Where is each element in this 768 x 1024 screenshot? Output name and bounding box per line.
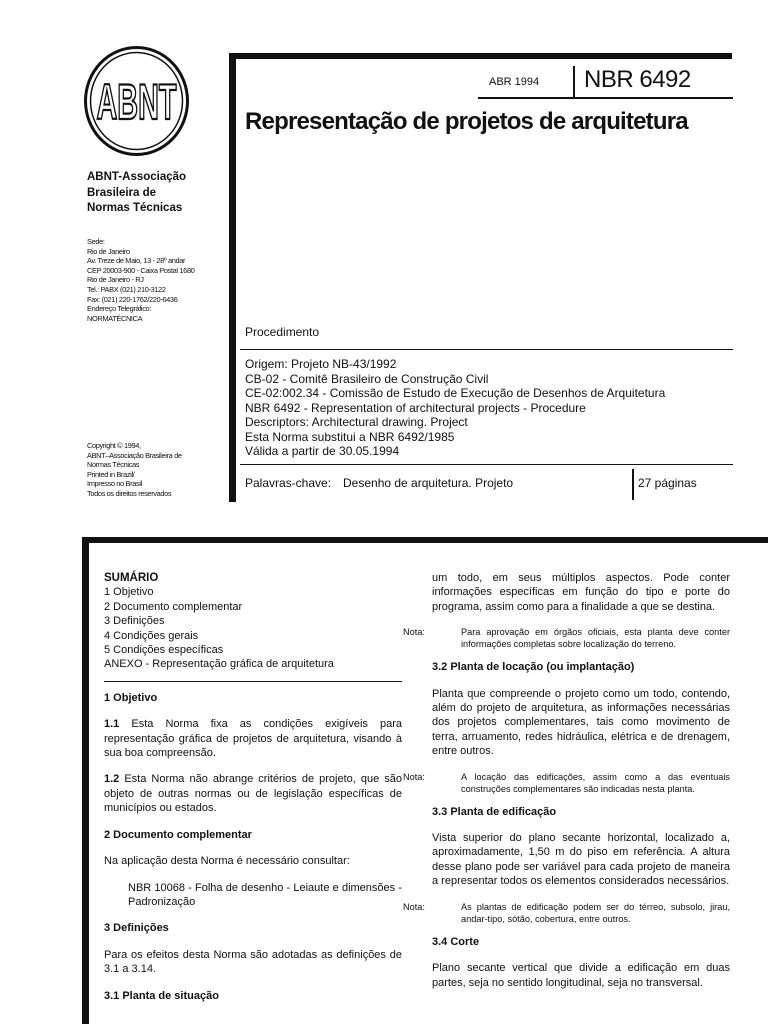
title-underline xyxy=(478,97,733,99)
copyright-info xyxy=(87,441,182,499)
origin-line: CB-02 - Comitê Brasileiro de Construção Civil xyxy=(245,371,489,386)
origin-line: Descriptors: Architectural drawing. Project xyxy=(245,415,468,429)
divider xyxy=(240,464,733,465)
note-text: As plantas de edificação podem ser do térreo, subsolo, jirau, andar-tipo, sótão, cobertura, entre outros. xyxy=(461,901,730,924)
subsection-heading: 3.1 Planta de situação xyxy=(104,989,219,1002)
body-frame-left-bar xyxy=(82,537,89,1024)
paragraph xyxy=(104,772,402,815)
sede-line: Av. Treze de Maio, 13 - 28º andar xyxy=(87,256,186,266)
sede-info xyxy=(87,237,194,323)
summary-title: SUMÁRIO xyxy=(104,572,159,584)
paragraph: Na aplicação desta Norma é necessário consultar: xyxy=(104,855,350,868)
sede-line: Sede: xyxy=(87,237,105,246)
note-label: Nota: xyxy=(403,771,425,782)
summary-item: 5 Condições específicas xyxy=(104,644,224,657)
paragraph: Plano secante vertical que divide a edificação em duas partes, seja no sentido longitudinal, seja no transversal. xyxy=(432,962,730,989)
copyright-line: Printed in Brazil/ xyxy=(87,469,135,479)
pages-separator xyxy=(632,469,634,500)
origin-line: Esta Norma substitui a NBR 6492/1985 xyxy=(245,429,455,444)
summary-item: 2 Documento complementar xyxy=(104,600,243,613)
note xyxy=(403,771,730,795)
summary-item: 3 Definições xyxy=(104,615,165,628)
origin-block xyxy=(245,357,665,459)
left-column xyxy=(104,571,402,1015)
section-heading: 2 Documento complementar xyxy=(104,828,252,841)
note-label: Nota: xyxy=(403,901,425,912)
body-frame-top-bar xyxy=(89,537,768,543)
sede-line: Tel.: PABX (021) 210-3122 xyxy=(87,284,166,294)
publication-date: ABR 1994 xyxy=(489,76,540,88)
page-count: 27 páginas xyxy=(638,476,697,490)
abnt-logo xyxy=(83,45,190,157)
copyright-line: ABNT–Associação Brasileira de xyxy=(87,450,182,460)
header-frame-top-bar xyxy=(236,53,732,59)
reference-item: NBR 10068 - Folha de desenho - Leiaute e dimensões - Padronização xyxy=(128,881,402,908)
summary-list xyxy=(104,585,402,671)
origin-line: Origem: Projeto NB-43/1992 xyxy=(245,357,397,371)
section-heading: 3 Definições xyxy=(104,922,169,935)
paragraph: um todo, em seus múltiplos aspectos. Pode conter informações específicas em função do tipo e porte do programa, assim como para a finalidade a que se destina. xyxy=(432,572,730,613)
sede-line: Fax: (021) 220-1762/220-6436 xyxy=(87,294,178,304)
copyright-line: Copyright © 1994, xyxy=(87,441,141,450)
right-column xyxy=(403,571,730,1002)
origin-line: Válida a partir de 30.05.1994 xyxy=(245,444,400,458)
origin-line: NBR 6492 - Representation of architectural projects - Procedure xyxy=(245,400,586,415)
header-frame-left-bar xyxy=(229,53,236,502)
procedure-label: Procedimento xyxy=(245,325,320,339)
subsection-heading: 3.2 Planta de locação (ou implantação) xyxy=(432,661,635,674)
note-label: Nota: xyxy=(403,627,425,638)
sede-line: NORMATÉCNICA xyxy=(87,313,143,323)
origin-line: CE-02:002.34 - Comissão de Estudo de Execução de Desenhos de Arquitetura xyxy=(245,386,666,400)
section-heading: 1 Objetivo xyxy=(104,691,158,704)
note xyxy=(403,626,730,650)
copyright-line: Impresso no Brasil xyxy=(87,479,142,489)
clause-text: Esta Norma fixa as condições exigíveis para representação gráfica de projetos de arquitetura, visando à sua boa compreensão. xyxy=(104,718,402,760)
clause-number: 1.2 xyxy=(104,773,120,786)
paragraph: Para os efeitos desta Norma são adotadas as definições de 3.1 a 3.14. xyxy=(104,948,402,976)
summary-item: 4 Condições gerais xyxy=(104,629,199,642)
subsection-heading: 3.3 Planta de edificação xyxy=(432,805,557,818)
sede-line: Endereço Telegráfico: xyxy=(87,304,152,314)
sede-line: Rio de Janeiro - RJ xyxy=(87,275,144,285)
note-text: Para aprovação em órgãos oficiais, esta planta deve conter informações completas sobre localização do terreno. xyxy=(461,627,730,650)
summary-item: 1 Objetivo xyxy=(104,586,154,599)
logo-text: ABNT xyxy=(96,74,177,130)
divider xyxy=(104,681,402,682)
sede-line: CEP 20003-900 - Caixa Postal 1680 xyxy=(87,265,195,275)
subsection-heading: 3.4 Corte xyxy=(432,935,480,948)
clause-text: Esta Norma não abrange critérios de projeto, que são objeto de outras normas ou de legislação específicas de municípios ou estados. xyxy=(104,773,402,815)
clause-number: 1.1 xyxy=(104,718,120,731)
organization-name: ABNT-Associação Brasileira de Normas Técnicas xyxy=(87,171,187,214)
sede-line: Rio de Janeiro xyxy=(87,246,130,256)
standard-number: NBR 6492 xyxy=(584,66,691,93)
document-title: Representação de projetos de arquitetura xyxy=(245,108,688,135)
paragraph: Planta que compreende o projeto como um todo, contendo, além do projeto de arquitetura, as informações necessárias dos projetos complementares, tais como movimento de terra, arruamento, redes hidráulica, elétrica e de drenagem, entre outros. xyxy=(432,687,730,758)
note-text: A locação das edificações, assim como a das eventuais construções complementares são indicadas nesta planta. xyxy=(461,771,730,794)
keywords-label: Palavras-chave: xyxy=(245,476,332,490)
note xyxy=(403,901,730,925)
copyright-line: Normas Técnicas xyxy=(87,460,140,470)
divider xyxy=(240,349,733,350)
copyright-line: Todos os direitos reservados xyxy=(87,488,172,498)
date-separator xyxy=(573,66,575,97)
paragraph: Vista superior do plano secante horizontal, localizado a, aproximadamente, 1,50 m do piso em referência. A altura desse plano pode ser variável para cada projeto de maneira a representar todos os elementos considerados necessários. xyxy=(432,832,730,888)
keywords-value: Desenho de arquitetura. Projeto xyxy=(343,476,514,490)
summary-item: ANEXO - Representação gráfica de arquitetura xyxy=(104,658,334,671)
paragraph xyxy=(104,717,402,760)
